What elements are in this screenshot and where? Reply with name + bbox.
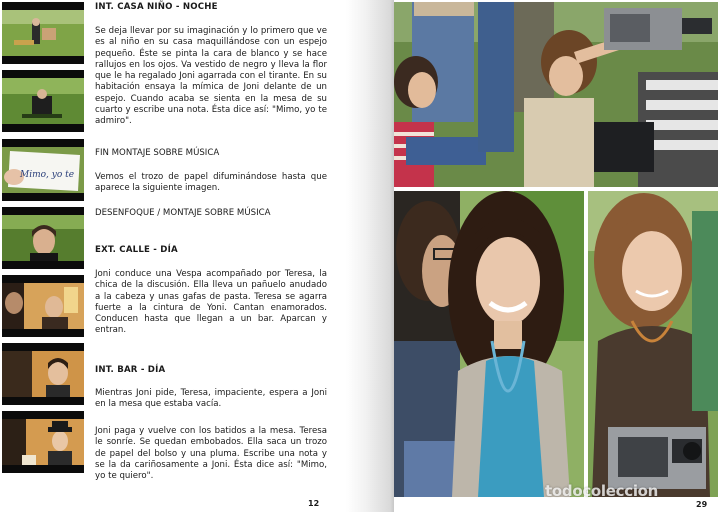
film-frame: [2, 275, 84, 337]
transition-heading: FIN MONTAJE SOBRE MÚSICA: [95, 148, 220, 158]
scene-paragraph: Mientras Joni pide, Teresa, impaciente, espera a Joni en la mesa que estaba vacía.: [95, 388, 327, 410]
transition-heading: DESENFOQUE / MONTAJE SOBRE MÚSICA: [95, 208, 271, 218]
note-handwriting: Mimo, yo te: [20, 170, 75, 180]
film-frame: [2, 139, 84, 201]
film-frame: [2, 411, 84, 473]
film-frame: [2, 70, 84, 132]
scene-paragraph: Se deja llevar por su imaginación y lo primero que ve es al niño en su casa maquillándose con un espejo pequeño. Éste se pinta la cara de blanco y se hace rallujos en los ojos. Va vestido de negro y lleva la flor que le ha regalado Joni agarrada con el tirante. En su habitación ensaya la mímica de Joni delante de un espejo. Cuando acaba se sienta en la mesa de su cuarto y escribe una nota. Ésta dice así: "Mimo, yo te admiro".: [95, 26, 327, 127]
photo-smiling-woman: [394, 191, 584, 497]
film-frame: [2, 2, 84, 64]
scene-paragraph: Vemos el trozo de papel difuminándose hasta que aparece la siguiente imagen.: [95, 172, 327, 194]
scene-heading: INT. CASA NIÑO - NOCHE: [95, 2, 218, 12]
left-page: [0, 0, 348, 512]
photo-woman-with-camera: [588, 191, 718, 497]
page-number: 12: [308, 499, 320, 508]
watermark: todocoleccion: [545, 482, 659, 500]
scene-heading: INT. BAR - DÍA: [95, 365, 166, 375]
page-number: 29: [696, 500, 708, 509]
scene-paragraph: Joni paga y vuelve con los batidos a la mesa. Teresa le sonríe. Se quedan embobados. Ella saca un trozo de papel del bolso y una pluma. Escribe una nota y se la da cariñosamente a Joni. Ésta dice así: "Mimo, yo te quiero".: [95, 426, 327, 482]
scene-paragraph: Joni conduce una Vespa acompañado por Teresa, la chica de la discusión. Ella lleva un pañuelo anudado a la cabeza y unas gafas de pasta. Teresa se agarra fuerte a la cintura de Yoni. Cantan enamorados. Conducen hasta que llegan a un bar. Aparcan y entran.: [95, 269, 327, 336]
film-frame: [2, 207, 84, 269]
photo-crew-with-camera: [394, 2, 718, 187]
scene-heading: EXT. CALLE - DÍA: [95, 245, 178, 255]
film-frame: [2, 343, 84, 405]
book-spine: [346, 0, 394, 512]
